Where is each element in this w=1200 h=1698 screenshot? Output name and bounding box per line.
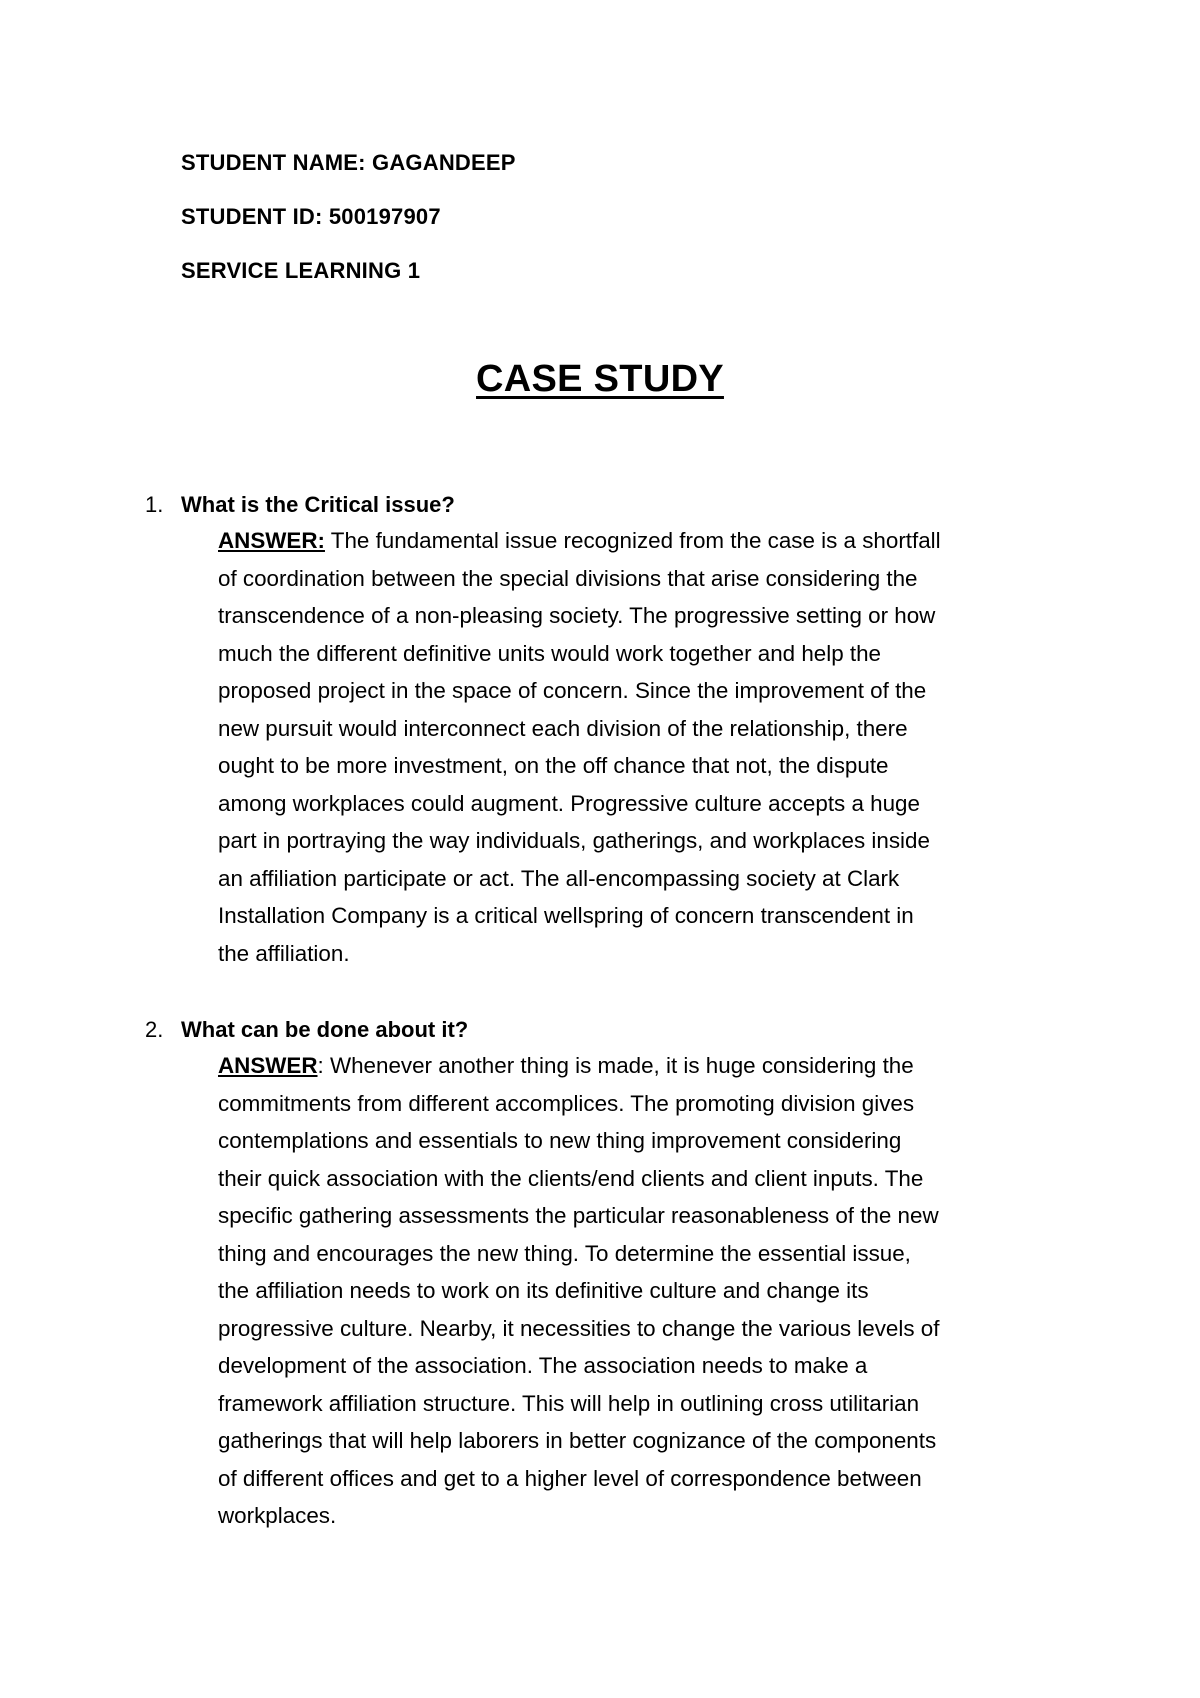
- answer-line: the affiliation.: [218, 940, 350, 966]
- answer-line: new pursuit would interconnect each division of the relationship, there: [218, 715, 908, 741]
- question-heading: [145, 1013, 1065, 1047]
- question-block-1: [145, 488, 1065, 972]
- answer-line: thing and encourages the new thing. To determine the essential issue,: [218, 1240, 911, 1266]
- answer-line: gatherings that will help laborers in better cognizance of the components: [218, 1428, 937, 1453]
- question-number: 1.: [145, 492, 164, 517]
- answer-line: much the different definitive units would work together and help the: [218, 640, 882, 666]
- student-name: STUDENT NAME: GAGANDEEP: [181, 150, 516, 175]
- question-heading: [145, 488, 1065, 522]
- answer-line: progressive culture. Nearby, it necessities to change the various levels of: [218, 1315, 940, 1341]
- answer-line: proposed project in the space of concern. Since the improvement of the: [218, 678, 927, 703]
- student-id: STUDENT ID: 500197907: [181, 204, 441, 229]
- answer-line: [218, 522, 1063, 560]
- answer-line: of coordination between the special divisions that arise considering the: [218, 565, 918, 591]
- course-name: SERVICE LEARNING 1: [181, 258, 421, 283]
- answer-text: [218, 522, 1063, 972]
- answer-line: Installation Company is a critical wellspring of concern transcendent in: [218, 903, 914, 928]
- answer-line: development of the association. The association needs to make a: [218, 1353, 868, 1378]
- answer-line: their quick association with the clients/end clients and client inputs. The: [218, 1165, 924, 1191]
- answer-line: commitments from different accomplices. The promoting division gives: [218, 1090, 915, 1116]
- answer-line: the affiliation needs to work on its definitive culture and change its: [218, 1278, 869, 1303]
- answer-line: ought to be more investment, on the off chance that not, the dispute: [218, 753, 889, 778]
- answer-line: among workplaces could augment. Progressive culture accepts a huge: [218, 790, 920, 816]
- question-text: What is the Critical issue?: [181, 492, 455, 517]
- answer-line: of different offices and get to a higher level of correspondence between: [218, 1465, 922, 1491]
- answer-label: ANSWER:: [218, 528, 325, 553]
- answer-line: framework affiliation structure. This will help in outlining cross utilitarian: [218, 1390, 920, 1416]
- question-block-2: [145, 1013, 1065, 1535]
- answer-line: transcendence of a non-pleasing society. The progressive setting or how: [218, 603, 936, 628]
- answer-line-text: The fundamental issue recognized from the case is a shortfall: [324, 528, 941, 553]
- answer-line: [218, 1047, 1063, 1085]
- document-title: CASE STUDY: [476, 358, 724, 400]
- answer-text: [218, 1047, 1063, 1535]
- answer-line: workplaces.: [218, 1503, 337, 1528]
- answer-line: specific gathering assessments the particular reasonableness of the new: [218, 1203, 939, 1228]
- answer-line: contemplations and essentials to new thing improvement considering: [218, 1128, 902, 1153]
- question-number: 2.: [145, 1017, 164, 1042]
- answer-line: an affiliation participate or act. The all-encompassing society at Clark: [218, 865, 900, 891]
- question-text: What can be done about it?: [181, 1017, 469, 1042]
- answer-line: part in portraying the way individuals, gatherings, and workplaces inside: [218, 828, 930, 853]
- answer-line-text: : Whenever another thing is made, it is huge considering the: [317, 1053, 914, 1078]
- answer-label: ANSWER: [218, 1053, 318, 1078]
